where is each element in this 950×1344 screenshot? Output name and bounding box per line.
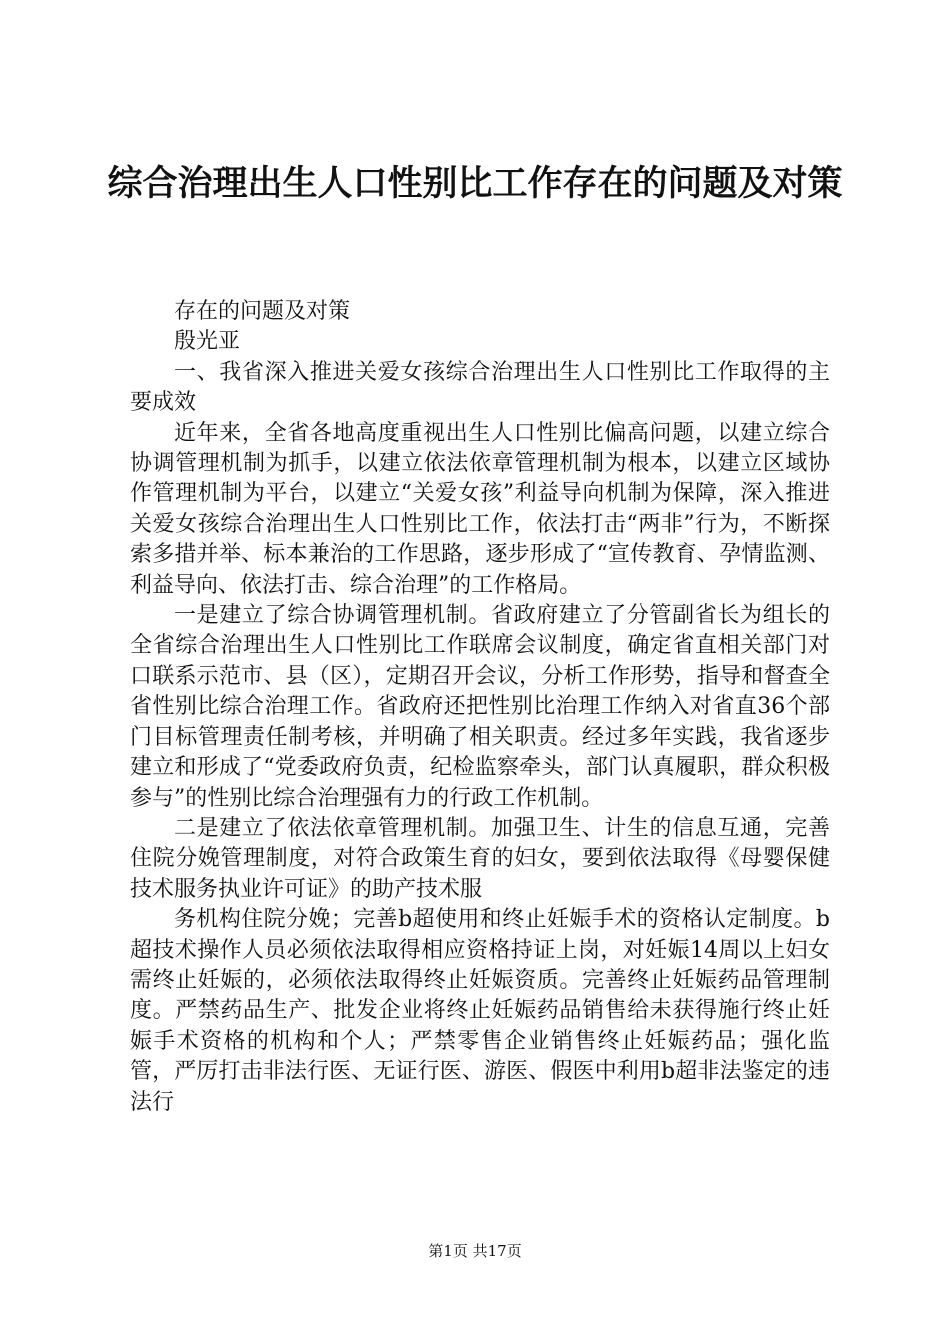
author-paragraph: 殷光亚 <box>174 329 241 355</box>
body-paragraph: 一是建立了综合协调管理机制。省政府建立了分管副省长为组长的全省综合治理出生人口性别比工作联席会议制度，确定省直相关部门对口联系示范市、县（区），定期召开会议，分析工作形势，指导和督查全省性别比综合治理工作。省政府还把性别比治理工作纳入对省直36个部门目标管理责任制考核，并明确了相关职责。经过多年实践，我省逐步建立和形成了“党委政府负责，纪检监察牵头，部门认真履职，群众积极参与”的性别比综合治理强有力的行政工作机制。 <box>130 603 830 811</box>
page-number-footer: 第1页 共17页 <box>428 1242 522 1260</box>
body-paragraph: 近年来，全省各地高度重视出生人口性别比偏高问题，以建立综合协调管理机制为抓手，以建立依法依章管理机制为根本，以建立区域协作管理机制为平台，以建立“关爱女孩”利益导向机制为保障，深入推进关爱女孩综合治理出生人口性别比工作，依法打击“两非”行为，不断探索多措并举、标本兼治的工作思路，逐步形成了“宣传教育、孕情监测、利益导向、依法打击、综合治理”的工作格局。 <box>130 420 830 598</box>
document-title: 综合治理出生人口性别比工作存在的问题及对策 <box>107 163 843 204</box>
subtitle-paragraph: 存在的问题及对策 <box>174 299 351 324</box>
section-heading: 一、我省深入推进关爱女孩综合治理出生人口性别比工作取得的主要成效 <box>130 359 830 416</box>
body-paragraph: 务机构住院分娩；完善b超使用和终止妊娠手术的资格认定制度。b超技术操作人员必须依法取得相应资格持证上岗，对妊娠14周以上妇女需终止妊娠的，必须依法取得终止妊娠资质。完善终止妊娠药品管理制度。严禁药品生产、批发企业将终止妊娠药品销售给未获得施行终止妊娠手术资格的机构和个人；严禁零售企业销售终止妊娠药品；强化监管，严厉打击非法行医、无证行医、游医、假医中利用b超非法鉴定的违法行 <box>130 907 830 1115</box>
document-body <box>130 297 830 1118</box>
body-paragraph: 二是建立了依法依章管理机制。加强卫生、计生的信息互通，完善住院分娩管理制度，对符合政策生育的妇女，要到依法取得《母婴保健技术服务执业许可证》的助产技术服 <box>130 815 830 902</box>
